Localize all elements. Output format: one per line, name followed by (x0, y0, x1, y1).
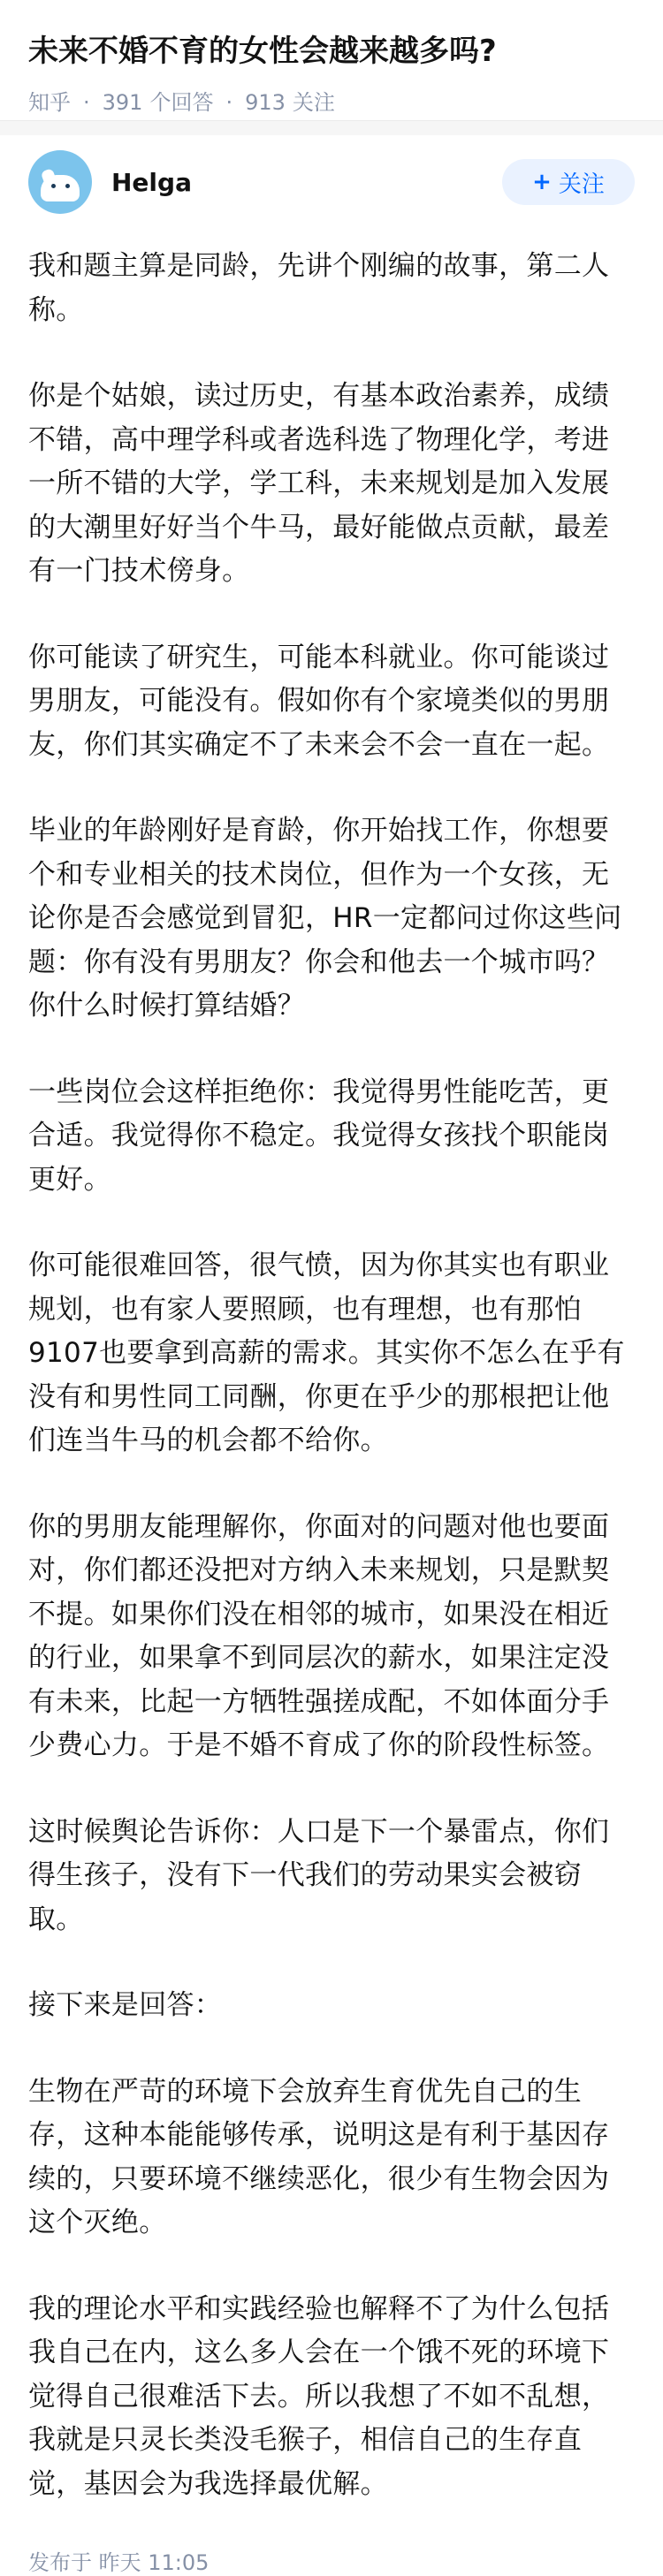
follower-count: 913 (245, 90, 286, 115)
avatar-eye (65, 184, 70, 188)
author-bar (0, 135, 663, 229)
answer-count: 391 (102, 90, 143, 115)
answer-paragraph: 生物在严苛的环境下会放弃生育优先自己的生存，这种本能能够传承，说明这是有利于基因存续的，只要环境不继续恶化，很少有生物会因为这个灭绝。 (28, 2075, 610, 2238)
question-header (0, 0, 663, 120)
published-label: 发布于 (28, 2550, 92, 2575)
follower-count-label: 关注 (292, 90, 335, 115)
published-time: 昨天 11:05 (98, 2550, 210, 2575)
answer-count-label[interactable]: 个回答 (149, 90, 214, 115)
meta-separator: · (83, 90, 90, 115)
answer-paragraph: 你是个姑娘，读过历史，有基本政治素养，成绩不错，高中理学科或者选科选了物理化学，考进一所不错的大学，学工科，未来规划是加入发展的大潮里好好当个牛马，最好能做点贡献，最差有一门技术傍身。 (28, 380, 610, 587)
answer-paragraph: 我的理论水平和实践经验也解释不了为什么包括我自己在内，这么多人会在一个饿不死的环境下觉得自己很难活下去。所以我想了不如不乱想，我就是只灵长类没毛猴子，相信自己的生存直觉，基因会为我选择最优解。 (28, 2292, 610, 2500)
answer-paragraph: 你可能读了研究生，可能本科就业。你可能谈过男朋友，可能没有。假如你有个家境类似的男朋友，你们其实确定不了未来会不会一直在一起。 (28, 641, 610, 761)
avatar[interactable] (28, 150, 92, 214)
source-label[interactable]: 知乎 (28, 90, 71, 115)
question-title[interactable]: 未来不婚不育的女性会越来越多吗? (28, 34, 497, 69)
meta-separator: · (225, 90, 233, 115)
answer-body (0, 229, 663, 2506)
follow-label: 关注 (558, 171, 605, 198)
answer-paragraph: 你的男朋友能理解你，你面对的问题对他也要面对，你们都还没把对方纳入未来规划，只是默契不提。如果你们没在相邻的城市，如果没在相近的行业，如果拿不到同层次的薪水，如果注定没有未来，比起一方牺牲强搓成配，不如体面分手少费心力。于是不婚不育成了你的阶段性标签。 (28, 1510, 610, 1761)
answer-paragraph: 我和题主算是同龄，先讲个刚编的故事，第二人称。 (28, 250, 610, 326)
section-divider (0, 120, 663, 135)
answer-footer (0, 2545, 663, 2576)
author-name[interactable]: Helga (111, 167, 192, 197)
answer-paragraph: 毕业的年龄刚好是育龄，你开始找工作，你想要个和专业相关的技术岗位，但作为一个女孩，无论你是否会感觉到冒犯，HR一定都问过你这些问题：你有没有男朋友？你会和他去一个城市吗？你什么时候打算结婚？ (28, 815, 622, 1022)
avatar-eye (51, 184, 56, 188)
answer-paragraph: 这时候舆论告诉你：人口是下一个暴雷点，你们得生孩子，没有下一代我们的劳动果实会被窃取。 (28, 1815, 610, 1935)
plus-icon: + (532, 169, 552, 195)
follow-button[interactable] (502, 159, 635, 205)
answer-paragraph: 一些岗位会这样拒绝你：我觉得男性能吃苦，更合适。我觉得你不稳定。我觉得女孩找个职能岗更好。 (28, 1075, 610, 1196)
question-meta (28, 88, 635, 117)
answer-paragraph: 接下来是回答： (28, 1989, 223, 2021)
answer-paragraph: 你可能很难回答，很气愤，因为你其实也有职业规划，也有家人要照顾，也有理想，也有那怕9107也要拿到高薪的需求。其实你不怎么在乎有没有和男性同工同酬，你更在乎少的那根把让他们连当牛马的机会都不给你。 (28, 1250, 625, 1456)
dog-avatar-icon (41, 175, 80, 201)
